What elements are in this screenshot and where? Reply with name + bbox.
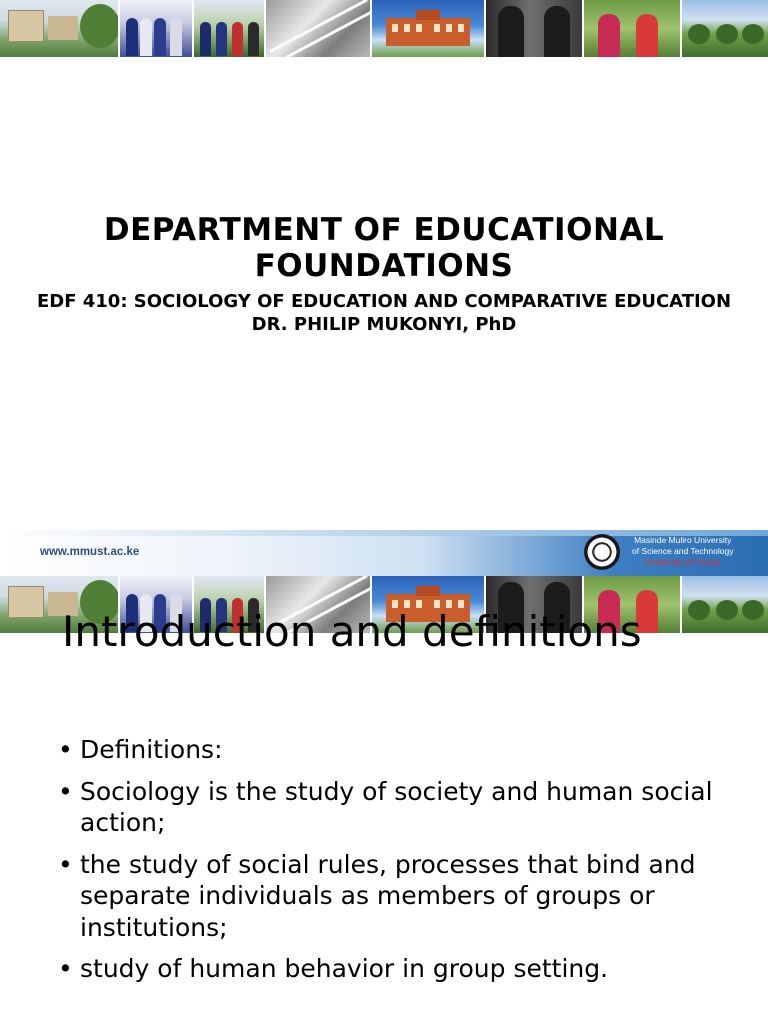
- university-name-line1: Masinde Muliro University: [634, 535, 732, 545]
- bullet-icon: •: [58, 849, 73, 879]
- list-item: [58, 776, 738, 839]
- footer-banner: [0, 530, 768, 576]
- university-hall-photo: [372, 0, 484, 57]
- slide2-title: Introduction and definitions: [62, 607, 642, 656]
- university-motto: University of Choice: [644, 557, 721, 567]
- list-item: [58, 953, 738, 985]
- list-item: [58, 734, 738, 766]
- bullet-icon: •: [58, 954, 73, 983]
- title-slide-heading: [0, 212, 768, 336]
- lecturer-name: DR. PHILIP MUKONYI, PhD: [251, 314, 517, 335]
- campus-landscape-photo: [682, 0, 768, 57]
- students-lab-photo: [120, 0, 192, 57]
- list-item-text: the study of social rules, processes that bind and separate individuals as members of groups or institutions;: [80, 849, 696, 942]
- university-seal-icon: [584, 534, 620, 570]
- definitions-list: [58, 734, 738, 995]
- department-title: DEPARTMENT OF EDUCATIONAL FOUNDATIONS: [103, 212, 665, 284]
- list-item-text: Definitions:: [80, 735, 223, 764]
- list-item-text: study of human behavior in group setting.: [80, 954, 609, 983]
- campus-landscape-photo: [682, 576, 768, 633]
- website-url: www.mmust.ac.ke: [40, 546, 140, 558]
- bullet-icon: •: [58, 735, 73, 764]
- course-title: EDF 410: SOCIOLOGY OF EDUCATION AND COMPARATIVE EDUCATION: [36, 291, 732, 312]
- bullet-icon: •: [58, 776, 73, 806]
- university-name: [632, 535, 733, 568]
- students-outdoor-photo: [194, 0, 264, 57]
- university-name-line2: of Science and Technology: [632, 546, 734, 556]
- students-on-grass-photo: [584, 0, 680, 57]
- stairway-photo: [266, 0, 370, 57]
- header-photo-strip: [0, 0, 768, 57]
- list-item-text: Sociology is the study of society and human social action;: [80, 776, 713, 837]
- list-item: [58, 849, 738, 944]
- campus-building-photo: [0, 0, 118, 57]
- lab-work-photo: [486, 0, 582, 57]
